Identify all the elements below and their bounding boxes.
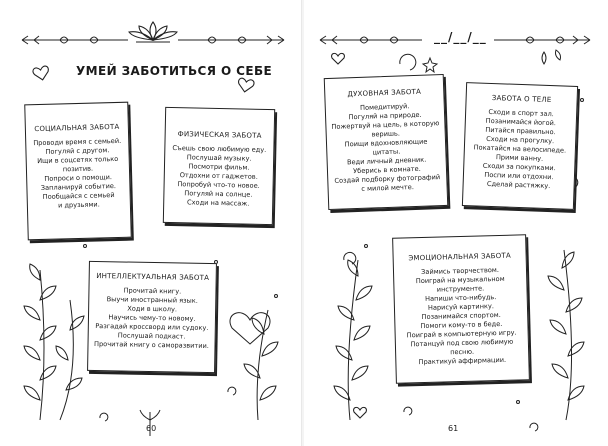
note-title: ДУХОВНАЯ ЗАБОТА — [347, 87, 422, 99]
note-line: Напиши что-нибудь. — [424, 293, 497, 303]
note-physical-care — [163, 107, 275, 225]
right-page — [304, 0, 608, 446]
note-line: Посмотри фильм. — [188, 162, 250, 172]
note-line: цитаты. — [372, 147, 401, 157]
note-line: Попроси о помощи. — [44, 173, 113, 183]
note-line: и друзьями. — [57, 200, 100, 210]
note-line: Прими ванну. — [495, 153, 544, 163]
note-line: Нарисуй картинку. — [427, 302, 495, 312]
note-line: Погуляй на природе. — [348, 110, 422, 122]
note-line: Уберись в комнате. — [353, 164, 421, 176]
date-field: __/__/__ — [434, 30, 487, 44]
note-line: Послушай подкаст. — [117, 331, 186, 341]
note-line: Сделай растяжку. — [486, 179, 551, 191]
note-line: Питайся правильно. — [485, 125, 556, 137]
note-intellectual-care — [87, 261, 217, 373]
note-line: Сходи на массаж. — [187, 198, 250, 208]
note-line: Поиграй на музыкальном — [415, 274, 505, 286]
note-line: Позанимайся спортом. — [421, 310, 501, 322]
note-line: Поспи или отдохни. — [484, 170, 554, 182]
leaf-branch-icon — [334, 252, 372, 420]
note-line: Разгадай кроссворд или судоку. — [95, 322, 209, 332]
lotus-icon — [129, 22, 177, 42]
note-line: Помоги кому-то в беде. — [420, 319, 503, 331]
note-line: Практикуй аффирмации. — [418, 355, 507, 367]
note-title: ИНТЕЛЛЕКТУАЛЬНАЯ ЗАБОТА — [96, 272, 210, 282]
note-line: Потанцуй под свою любимую — [410, 337, 514, 349]
note-line: Попробуй что-то новое. — [177, 180, 260, 190]
note-body-care — [462, 82, 578, 210]
note-line: веришь. — [371, 129, 401, 139]
note-line: Помедитируй. — [359, 102, 410, 112]
page-number: 61 — [448, 424, 459, 433]
note-line: Погуляй с другом. — [45, 146, 110, 156]
left-page — [0, 0, 302, 446]
note-line: Запланируй событие. — [40, 182, 117, 192]
note-line: Займись творчеством. — [421, 265, 499, 277]
note-line: инструменте. — [436, 284, 485, 294]
note-title: ФИЗИЧЕСКАЯ ЗАБОТА — [177, 130, 262, 140]
note-title: ЗАБОТА О ТЕЛЕ — [491, 93, 552, 105]
note-line: Сходи на прогулку. — [486, 134, 555, 146]
note-line: Сходи в спорт зал. — [488, 107, 554, 119]
note-line: Ищи в соцсетях только — [37, 154, 119, 166]
note-line: песню. — [450, 347, 475, 357]
note-line: Отдохни от гаджетов. — [179, 171, 258, 181]
note-line: Погуляй на солнце. — [184, 189, 253, 199]
note-line: Прочитай книгу о саморазвитии. — [93, 339, 210, 350]
note-title: ЭМОЦИОНАЛЬНАЯ ЗАБОТА — [408, 251, 511, 263]
leaf-branch-icon — [24, 264, 84, 420]
leaf-branch-icon — [548, 250, 584, 420]
note-line: Съешь свою любимую еду. — [172, 144, 267, 154]
note-line: Позанимайся йогой. — [485, 116, 557, 128]
note-line: Поищи вдохновляющие — [344, 137, 428, 149]
note-line: Ходи в школу. — [127, 304, 178, 314]
note-line: с милой мечте. — [361, 183, 414, 193]
star-icon — [423, 58, 437, 72]
note-line: Сходи за покупками. — [482, 161, 556, 173]
note-emotional-care — [392, 234, 530, 383]
note-spiritual-care — [324, 74, 449, 210]
note-line: позитив. — [62, 164, 94, 174]
note-line: Проводи время с семьей. — [33, 136, 122, 148]
note-line: Веди личный дневник. — [346, 155, 427, 167]
note-line: Пообщайся с семьей — [42, 191, 115, 201]
note-line: Покатайся на велосипеде. — [473, 143, 567, 155]
note-line: Прочитай книгу. — [123, 286, 182, 296]
note-line: Послушай музыку. — [186, 153, 252, 163]
note-social-care — [24, 102, 132, 241]
page-number: 60 — [146, 424, 157, 433]
note-line: Научись чему-то новому. — [108, 313, 196, 323]
note-line: Поиграй в компьютерную игру. — [406, 328, 517, 340]
note-line: Создай подборку фотографий — [334, 173, 441, 185]
note-line: Выучи иностранный язык. — [106, 295, 198, 305]
page-heading: УМЕЙ ЗАБОТИТЬСЯ О СЕБЕ — [76, 64, 273, 78]
note-title: СОЦИАЛЬНАЯ ЗАБОТА — [34, 122, 120, 134]
note-line: Пожертвуй на цель, в которую — [331, 119, 440, 131]
